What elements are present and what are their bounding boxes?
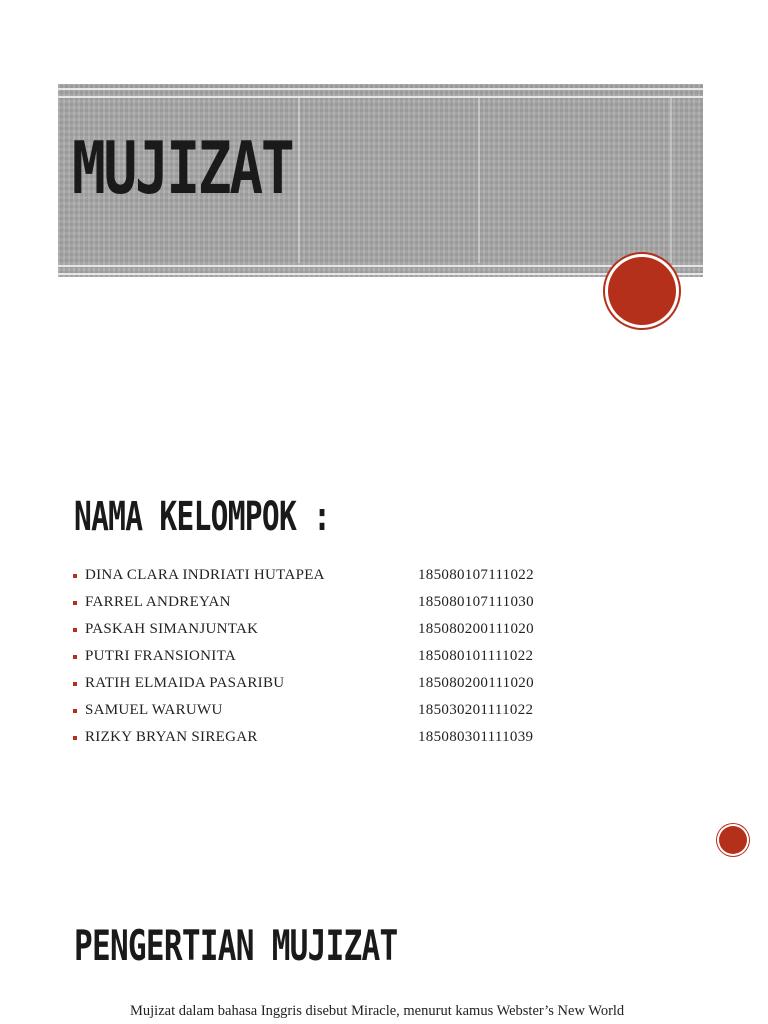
member-nim: 185080200111020 [418, 675, 534, 691]
bullet-icon [73, 628, 77, 632]
member-name: RIZKY BRYAN SIREGAR [85, 729, 258, 745]
list-item [73, 729, 633, 756]
bullet-icon [73, 601, 77, 605]
member-nim: 185030201111022 [418, 702, 534, 718]
member-name: FARREL ANDREYAN [85, 594, 231, 610]
list-item [73, 567, 633, 594]
bullet-icon [73, 574, 77, 578]
bullet-icon [73, 709, 77, 713]
banner-bottom-stripe [58, 265, 703, 275]
banner-divider [298, 98, 300, 263]
list-item [73, 702, 633, 729]
banner-divider [478, 98, 480, 263]
banner-divider [670, 98, 672, 263]
member-nim: 185080301111039 [418, 729, 534, 745]
accent-circle-icon [608, 257, 676, 325]
bullet-icon [73, 736, 77, 740]
member-name: PASKAH SIMANJUNTAK [85, 621, 259, 637]
member-nim: 185080107111022 [418, 567, 534, 583]
bullet-icon [73, 655, 77, 659]
member-nim: 185080107111030 [418, 594, 534, 610]
members-list [73, 567, 633, 756]
list-item [73, 621, 633, 648]
member-nim: 185080200111020 [418, 621, 534, 637]
member-nim: 185080101111022 [418, 648, 534, 664]
accent-circle-icon [719, 826, 747, 854]
definition-heading: PENGERTIAN MUJIZAT [74, 921, 398, 970]
member-name: SAMUEL WARUWU [85, 702, 223, 718]
definition-paragraph: Mujizat dalam bahasa Inggris disebut Miracle, menurut kamus Webster’s New World [130, 1003, 625, 1019]
members-heading: NAMA KELOMPOK : [74, 494, 331, 540]
member-name: RATIH ELMAIDA PASARIBU [85, 675, 285, 691]
banner-top-stripe [58, 88, 703, 98]
list-item [73, 594, 633, 621]
list-item [73, 648, 633, 675]
list-item [73, 675, 633, 702]
slide-title: MUJIZAT [72, 126, 293, 210]
member-name: DINA CLARA INDRIATI HUTAPEA [85, 567, 325, 583]
member-name: PUTRI FRANSIONITA [85, 648, 236, 664]
title-slide [0, 0, 768, 415]
bullet-icon [73, 682, 77, 686]
